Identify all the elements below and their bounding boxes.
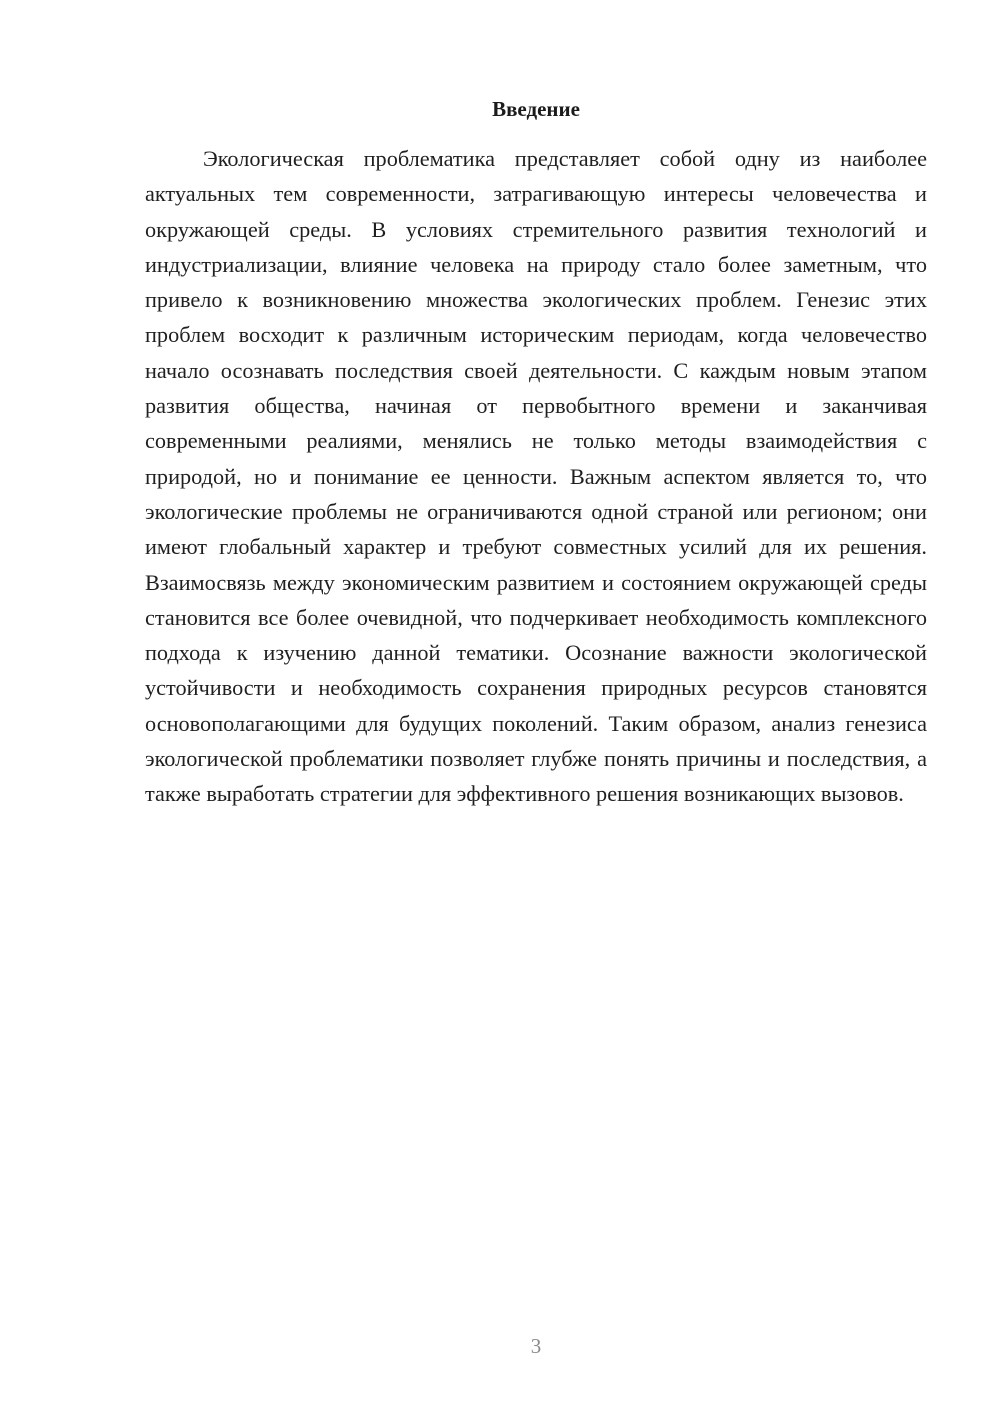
page-number: 3 [530,1334,542,1358]
section-heading: Введение [492,97,580,121]
body-paragraph: Экологическая проблематика представляет собой одну из наиболее актуальных тем современности, затрагивающую интересы человечества и окружающей среды. В условиях стремительного развития технологий и индустриализации, влияние человека на природу стало более заметным, что привело к возникновению множества экологических проблем. Генезис этих проблем восходит к различным историческим периодам, когда человечество начало осознавать последствия своей деятельности. С каждым новым этапом развития общества, начиная от первобытного времени и заканчивая современными реалиями, менялись не только методы взаимодействия с природой, но и понимание ее ценности. Важным аспектом является то, что экологические проблемы не ограничиваются одной страной или регионом; они имеют глобальный характер и требуют совместных усилий для их решения. Взаимосвязь между экономическим развитием и состоянием окружающей среды становится все более очевидной, что подчеркивает необходимость комплексного подхода к изучению данной тематики. Осознание важности экологической устойчивости и необходимость сохранения природных ресурсов становятся основополагающими для будущих поколений. Таким образом, анализ генезиса экологической проблематики позволяет глубже понять причины и последствия, а также выработать стратегии для эффективного решения возникающих вызовов. [145,146,927,807]
